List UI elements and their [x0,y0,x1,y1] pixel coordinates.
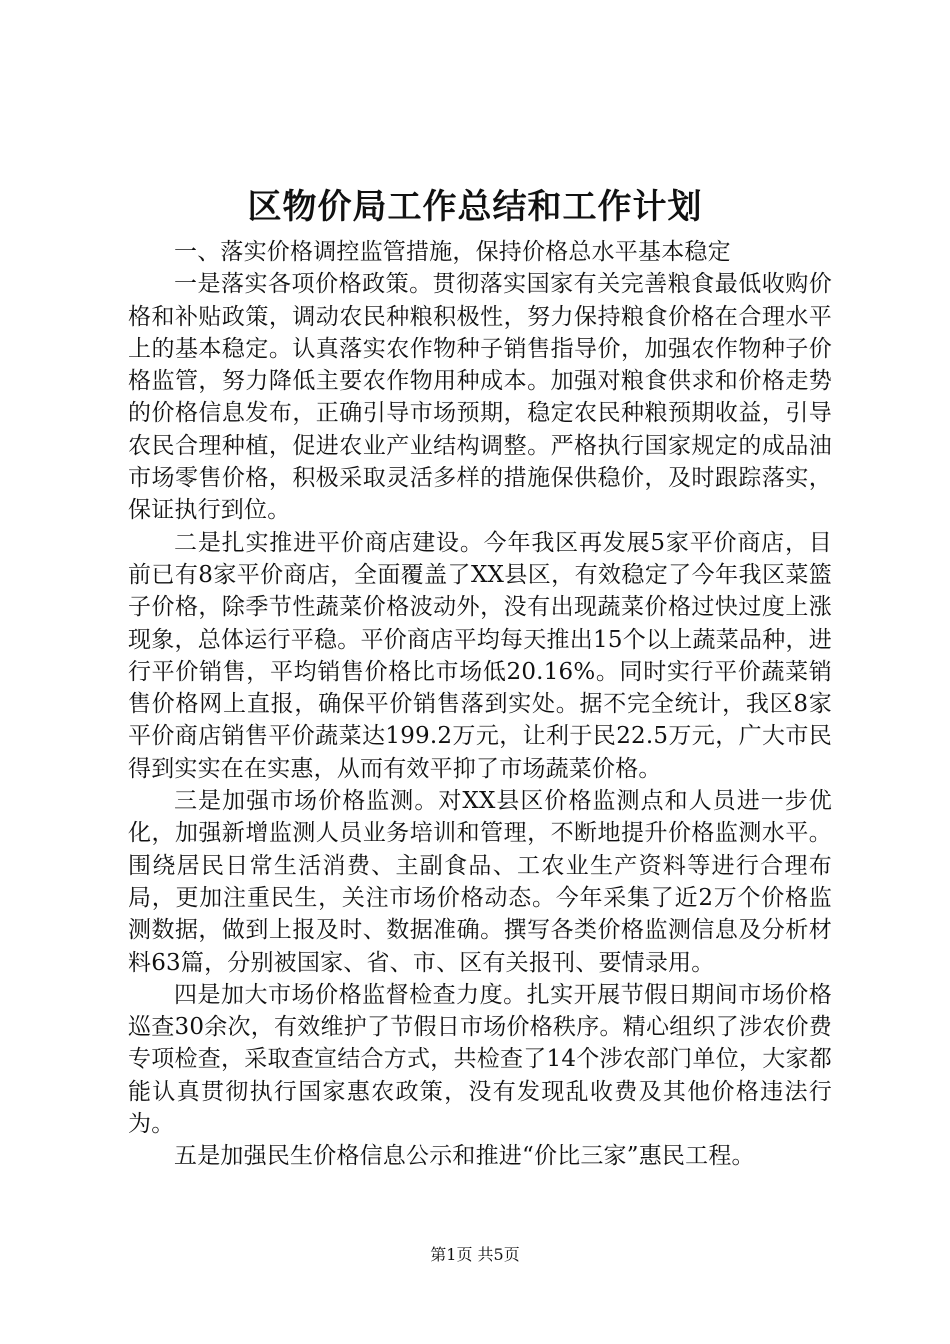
paragraph-5: 五是加强民生价格信息公示和推进“价比三家”惠民工程。 [174,1143,755,1170]
paragraph-2: 二是扎实推进平价商店建设。今年我区再发展5家平价商店，目前已有8家平价商店，全面覆盖了XX县区，有效稳定了今年我区菜篮子价格，除季节性蔬菜价格波动外，没有出现蔬菜价格过快过度上涨现象，总体运行平稳。平价商店平均每天推出15个以上蔬菜品种，进行平价销售，平均销售价格比市场低20.16%。同时实行平价蔬菜销售价格网上直报，确保平价销售落到实处。据不完全统计，我区8家平价商店销售平价蔬菜达199.2万元，让利于民22.5万元，广大市民得到实实在在实惠，从而有效平抑了市场蔬菜价格。 [128,529,832,782]
document-title: 区物价局工作总结和工作计划 [247,187,703,227]
paragraph-3: 三是加强市场价格监测。对XX县区价格监测点和人员进一步优化，加强新增监测人员业务培训和管理，不断地提升价格监测水平。围绕居民日常生活消费、主副食品、工农业生产资料等进行合理布局，更加注重民生，关注市场价格动态。今年采集了近2万个价格监测数据，做到上报及时、数据准确。撰写各类价格监测信息及分析材料63篇，分别被国家、省、市、区有关报刊、要情录用。 [128,788,832,976]
section-heading: 一、落实价格调控监管措施，保持价格总水平基本稳定 [174,239,731,265]
paragraph-1: 一是落实各项价格政策。贯彻落实国家有关完善粮食最低收购价格和补贴政策，调动农民种粮积极性，努力保持粮食价格在合理水平上的基本稳定。认真落实农作物种子销售指导价，加强农作物种子价格监管，努力降低主要农作物用种成本。加强对粮食供求和价格走势的价格信息发布，正确引导市场预期，稳定农民种粮预期收益，引导农民合理种植，促进农业产业结构调整。严格执行国家规定的成品油市场零售价格，积极采取灵活多样的措施保供稳价，及时跟踪落实，保证执行到位。 [128,271,832,524]
paragraph-4: 四是加大市场价格监督检查力度。扎实开展节假日期间市场价格巡查30余次，有效维护了节假日市场价格秩序。精心组织了涉农价费专项检查，采取查宣结合方式，共检查了14个涉农部门单位，大家都能认真贯彻执行国家惠农政策，没有发现乱收费及其他价格违法行为。 [128,981,832,1138]
page-number-footer: 第1页 共5页 [430,1245,520,1264]
document-body [128,236,832,1173]
